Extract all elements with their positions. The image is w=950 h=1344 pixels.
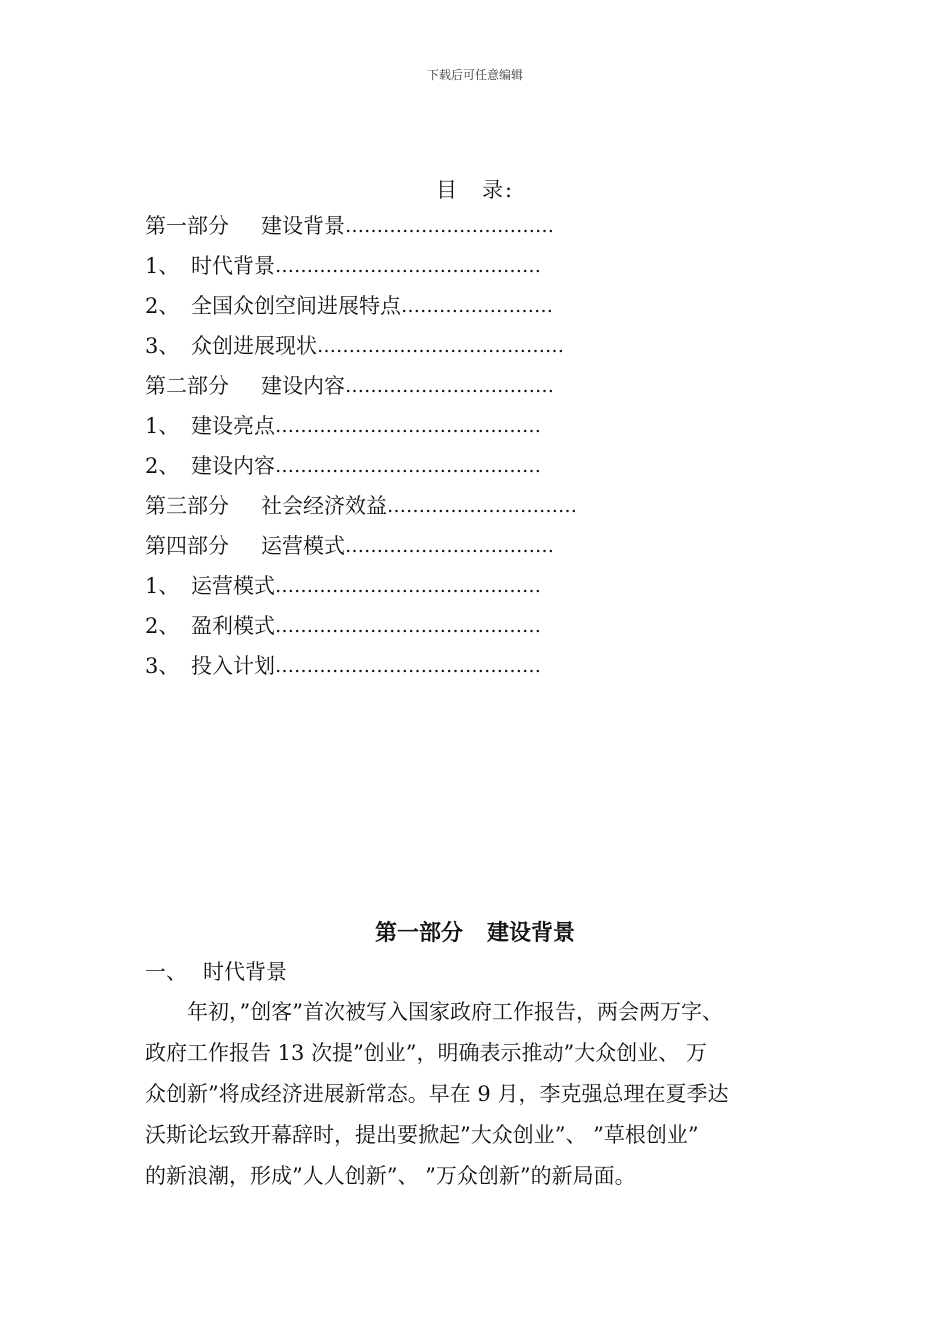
paragraph-line: 沃斯论坛致开幕辞时，提出要掀起”大众创业”、 ”草根创业”: [145, 1123, 699, 1147]
toc-item-number: 3、: [145, 334, 180, 358]
toc-entry-text: 投入计划: [191, 654, 275, 678]
toc-leader-dots: ……………………………………: [275, 575, 541, 597]
toc-leader-dots: ……………………………………: [275, 655, 541, 677]
toc-item-number: 1、: [145, 574, 180, 598]
toc-leader-dots: ……………………………………: [275, 455, 541, 477]
toc-entry-text: 建设亮点: [191, 414, 275, 438]
paragraph-line: 众创新”将成经济进展新常态。早在 9 月，李克强总理在夏季达: [145, 1082, 729, 1106]
toc-entry-item[interactable]: [145, 566, 705, 606]
toc-leader-dots: …………………………………: [317, 335, 564, 357]
toc-entry-text: 建设内容: [261, 374, 345, 398]
toc-item-number: 1、: [145, 254, 180, 278]
toc-entry-text: 时代背景: [191, 254, 275, 278]
toc-item-number: 2、: [145, 454, 180, 478]
sub-heading-number: 一、: [145, 960, 187, 984]
toc-entry-text: 全国众创空间进展特点: [191, 294, 401, 318]
toc-entry-item[interactable]: [145, 446, 705, 486]
toc-entry-item[interactable]: [145, 246, 705, 286]
toc-leader-dots: ……………………………………: [275, 615, 541, 637]
toc-entry-text: 运营模式: [261, 534, 345, 558]
toc-leader-dots: ……………………………: [345, 215, 554, 237]
sub-heading: [145, 956, 287, 986]
section-title: [0, 916, 950, 947]
toc-entry-text: 建设内容: [191, 454, 275, 478]
toc-entry-part-2[interactable]: [145, 366, 705, 406]
toc-part-label: 第二部分: [145, 374, 229, 398]
toc-part-label: 第三部分: [145, 494, 229, 518]
toc-entry-item[interactable]: [145, 606, 705, 646]
toc-entry-part-4[interactable]: [145, 526, 705, 566]
toc-item-number: 2、: [145, 614, 180, 638]
section-title-text: 建设背景: [487, 920, 576, 946]
toc-item-number: 3、: [145, 654, 180, 678]
toc-entry-text: 众创进展现状: [191, 334, 317, 358]
toc-leader-dots: …………………………: [387, 495, 577, 517]
section-part-label: 第一部分: [374, 920, 463, 946]
toc-entry-text: 建设背景: [261, 214, 345, 238]
toc-entry-text: 运营模式: [191, 574, 275, 598]
toc-entry-item[interactable]: [145, 326, 705, 366]
toc-item-number: 1、: [145, 414, 180, 438]
toc-entry-part-3[interactable]: [145, 486, 705, 526]
toc-leader-dots: ……………………………: [345, 375, 554, 397]
toc-leader-dots: ……………………: [401, 295, 553, 317]
toc-item-number: 2、: [145, 294, 180, 318]
toc-entry-text: 社会经济效益: [261, 494, 387, 518]
toc-title: 目 录:: [435, 178, 515, 202]
toc-leader-dots: ……………………………………: [275, 255, 541, 277]
toc-entry-part-1[interactable]: [145, 206, 705, 246]
toc-leader-dots: ……………………………: [345, 535, 554, 557]
paragraph-line: 年初，”创客”首次被写入国家政府工作报告，两会两万字、: [145, 1000, 723, 1024]
paragraph-line: 政府工作报告 13 次提”创业”，明确表示推动”大众创业、 万: [145, 1041, 707, 1065]
toc-entry-text: 盈利模式: [191, 614, 275, 638]
toc-part-label: 第四部分: [145, 534, 229, 558]
sub-heading-text: 时代背景: [203, 960, 287, 984]
toc-entry-item[interactable]: [145, 406, 705, 446]
toc-entry-item[interactable]: [145, 286, 705, 326]
toc-entry-item[interactable]: [145, 646, 705, 686]
paragraph-line: 的新浪潮，形成”人人创新”、 ”万众创新”的新局面。: [145, 1164, 636, 1188]
toc-leader-dots: ……………………………………: [275, 415, 541, 437]
table-of-contents: [145, 206, 705, 686]
header-note: 下载后可任意编辑: [426, 68, 523, 82]
toc-part-label: 第一部分: [145, 214, 229, 238]
